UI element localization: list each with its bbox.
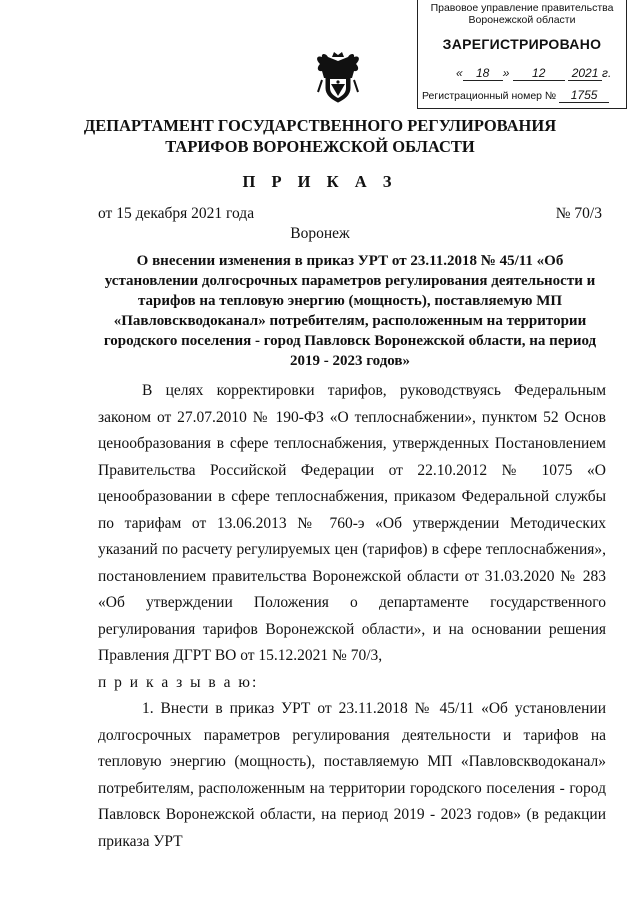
order-number: № 70/3	[555, 205, 602, 222]
registration-stamp	[417, 0, 627, 109]
stamp-authority-line2: Воронежской области	[468, 14, 576, 26]
preamble-paragraph: В целях корректировки тарифов, руководствуясь Федеральным законом от 27.07.2010 № 190-ФЗ «О теплоснабжении», пунктом 52 Основ ценообразования в сфере теплоснабжения, утвержденных Постановлением Правительства Российской Федерации от 22.10.2012 № 1075 «О ценообразовании в сфере теплоснабжения, приказом Федеральной службы по тарифам от 13.06.2013 № 760-э «Об утверждении Методических указаний по расчету регулируемых цен (тарифов) в сфере теплоснабжения», постановлением правительства Воронежской области от 31.03.2020 № 283 «Об утверждении Положения о департаменте государственного регулирования тарифов Воронежской области», и на основании решения Правления ДГРТ ВО от 15.12.2021 № 70/3,	[98, 382, 606, 664]
stamp-month: 12	[513, 66, 565, 81]
stamp-registered-label: ЗАРЕГИСТРИРОВАНО	[442, 36, 602, 52]
stamp-authority-line1: Правовое управление правительства	[430, 2, 614, 14]
stamp-reg-number: 1755	[559, 88, 609, 103]
document-type: П Р И К А З	[242, 172, 398, 191]
item-1-paragraph: 1. Внести в приказ УРТ от 23.11.2018 № 45/11 «Об установлении долгосрочных параметров регулирования деятельности и тарифов на тепловую энергию (мощность), поставляемую МП «Павловскводоканал» потребителям, расположенным на территории городского поселения - город Павловск Воронежской области, на период 2019 - 2023 годов» (в редакции приказа УРТ	[98, 700, 606, 850]
order-date: от 15 декабря 2021 года	[98, 205, 255, 222]
prikazyvayu-line: п р и к а з ы в а ю:	[98, 673, 259, 691]
stamp-reg-number-label: Регистрационный номер №	[422, 90, 557, 102]
department-title: ДЕПАРТАМЕНТ ГОСУДАРСТВЕННОГО РЕГУЛИРОВАНИЯ ТАРИФОВ ВОРОНЕЖСКОЙ ОБЛАСТИ	[83, 116, 557, 156]
coat-of-arms-icon	[314, 50, 362, 106]
city: Воронеж	[290, 225, 350, 242]
stamp-year: 2021	[568, 66, 602, 81]
stamp-date: « 18 » 12 2021 г.	[456, 66, 612, 80]
order-subject: О внесении изменения в приказ УРТ от 23.11.2018 № 45/11 «Об установлении долгосрочных параметров регулирования деятельности и тарифов на тепловую энергию (мощность), поставляемую МП «Павловскводоканал» потребителям, расположенным на территории городского поселения - город Павловск Воронежской области, на период 2019 - 2023 годов»	[103, 253, 597, 369]
stamp-day: 18	[463, 66, 503, 81]
order-body	[98, 378, 606, 855]
stamp-reg-number-line	[422, 88, 622, 103]
